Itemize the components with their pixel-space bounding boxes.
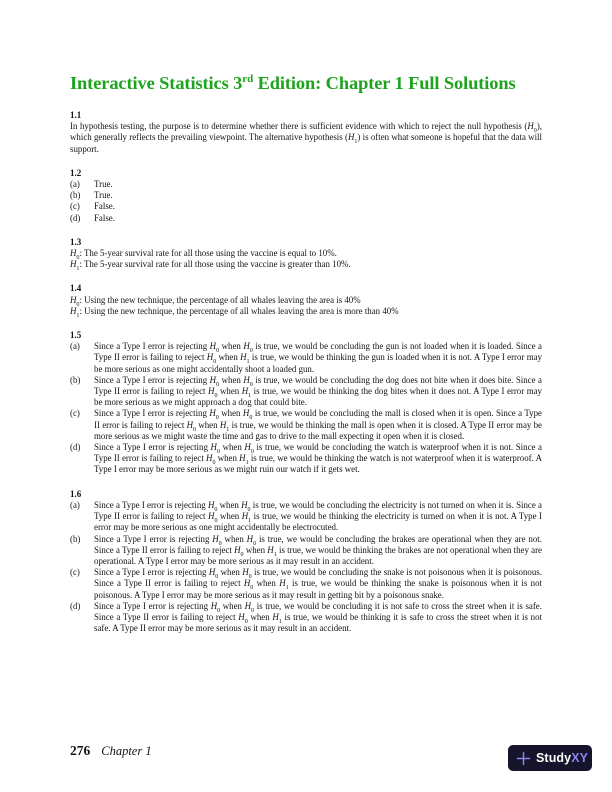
page-content <box>70 70 542 634</box>
item-label: (d) <box>70 212 81 223</box>
page-number: 276 <box>70 743 91 758</box>
section-1-2 <box>70 168 542 224</box>
item-text: Since a Type I error is rejecting $H_0$ when $H_0$ is true, we would be concluding the dog does not bite when it does bite. Since a Type II error is failing to reject $H_0$ when $H_1$ is true, we would be thinking the dog bites when it does not. A Type I error may be more serious as we might approach a dog that could bite. <box>94 374 542 408</box>
brand-name-accent: XY <box>571 751 589 765</box>
section-1-3 <box>70 237 542 271</box>
section-1-4 <box>70 283 542 317</box>
hypothesis-line: $H_0$: The 5-year survival rate for all those using the vaccine is equal to 10%. <box>70 248 337 261</box>
solution-item <box>70 190 542 201</box>
item-text: Since a Type I error is rejecting $H_0$ when $H_0$ is true, we would be concluding the gun is not loaded when it is loaded. Since a Type II error is failing to reject $H_0$ when $H_1$ is true, we would be thinking the gun is loaded when it is not. A Type I error may be more serious as one might accidentally shoot a loaded gun. <box>94 341 542 374</box>
title-text-pre: Interactive Statistics 3 <box>70 73 243 93</box>
section-1-1 <box>70 110 542 155</box>
solution-paragraph: In hypothesis testing, the purpose is to determine whether there is sufficient evidence with which to reject the null hypothesis $(H_0)$, which generally reflects the prevailing viewpoint. The alternative hypothesis $(H_1)$ is often what someone is hopeful that the data will support. <box>70 121 542 154</box>
item-text: Since a Type I error is rejecting $H_0$ when $H_0$ is true, we would be concluding it is not safe to cross the street when it is safe. Since a Type II error is failing to reject $H_0$ when $H_1$ is true, we would be thinking it is safe to cross the street when it is not safe. A Type II error may be more serious as it may result in an accident. <box>94 600 542 634</box>
item-text: False. <box>94 201 115 212</box>
section-heading: 1.6 <box>70 488 82 499</box>
solution-item <box>70 375 542 409</box>
page-title <box>70 70 542 97</box>
section-heading: 1.2 <box>70 167 82 178</box>
item-label: (c) <box>70 408 80 419</box>
solution-item <box>70 534 542 568</box>
hypothesis-line: $H_1$: The 5-year survival rate for all those using the vaccine is greater than 10%. <box>70 259 351 273</box>
title-text-post: Edition: Chapter 1 Full Solutions <box>253 73 516 93</box>
hypothesis-line: $H_1$: Using the new technique, the percentage of all whales leaving the area is more than 40% <box>70 305 399 319</box>
solution-item <box>70 442 542 476</box>
item-text: Since a Type I error is rejecting $H_0$ when $H_0$ is true, we would be concluding the mall is closed when it is open. Since a Type II error is failing to reject $H_0$ when $H_1$ is true, we would be thinking the mall is open when it is closed. A Type II error may be more serious as we might waste the time and gas to drive to the mall expecting it open when it is closed. <box>94 408 542 441</box>
solution-item <box>70 567 542 601</box>
solution-item <box>70 408 542 442</box>
section-heading: 1.5 <box>70 330 82 341</box>
title-superscript: rd <box>242 72 254 85</box>
item-text: Since a Type I error is rejecting $H_0$ when $H_0$ is true, we would be concluding the electricity is not turned on when it is. Since a Type II error is failing to reject $H_0$ when $H_1$ is true, we would be thinking the electricity is turned on when it is not. A Type I error may be more serious as one might accidentally be electrocuted. <box>94 499 542 533</box>
section-heading: 1.4 <box>70 283 82 294</box>
section-1-5 <box>70 330 542 476</box>
chapter-label: Chapter 1 <box>101 744 152 758</box>
solution-item <box>70 213 542 224</box>
section-1-6 <box>70 489 542 635</box>
item-text: Since a Type I error is rejecting $H_0$ when $H_0$ is true, we would be concluding the watch is waterproof when it is not. Since a Type II error is failing to reject $H_0$ when $H_1$ is true, we would be thinking the watch is not waterproof when it is waterproof. A Type I error may be more serious as we might ruin our watch if it gets wet. <box>94 442 542 475</box>
item-label: (d) <box>70 600 81 611</box>
item-text: Since a Type I error is rejecting $H_0$ when $H_0$ is true, we would be concluding the snake is not poisonous when it is poisonous. Since a Type II error is failing to reject $H_0$ when $H_1$ is true, we would be thinking the snake is poisonous when it is not poisonous. A Type I error may be more serious as it may result in getting bit by a poisonous snake. <box>94 567 542 600</box>
item-label: (c) <box>70 567 80 578</box>
item-label: (a) <box>70 499 80 510</box>
brand-badge <box>508 745 592 771</box>
item-text: False. <box>94 212 115 223</box>
plus-icon <box>516 751 531 766</box>
item-label: (c) <box>70 201 80 212</box>
solution-item <box>70 179 542 190</box>
item-text: True. <box>94 190 113 201</box>
item-label: (b) <box>70 374 81 385</box>
solution-item <box>70 500 542 534</box>
section-heading: 1.3 <box>70 236 82 247</box>
item-label: (a) <box>70 341 80 352</box>
solution-item <box>70 201 542 212</box>
section-heading: 1.1 <box>70 110 82 120</box>
hypothesis-line: $H_0$: Using the new technique, the percentage of all whales leaving the area is 40% <box>70 294 361 308</box>
brand-name-primary: Study <box>536 751 572 765</box>
page-footer <box>70 742 152 760</box>
solution-item <box>70 341 542 375</box>
item-label: (b) <box>70 190 81 201</box>
item-label: (a) <box>70 179 80 190</box>
item-label: (b) <box>70 533 81 544</box>
item-label: (d) <box>70 442 81 453</box>
item-text: Since a Type I error is rejecting $H_0$ when $H_0$ is true, we would be concluding the brakes are operational when they are not. Since a Type II error is failing to reject $H_0$ when $H_1$ is true, we would be thinking the brakes are not operational when they are operational. A Type I error may be more serious as it may result in an accident. <box>94 533 542 566</box>
item-text: True. <box>94 179 113 190</box>
solution-item <box>70 601 542 635</box>
